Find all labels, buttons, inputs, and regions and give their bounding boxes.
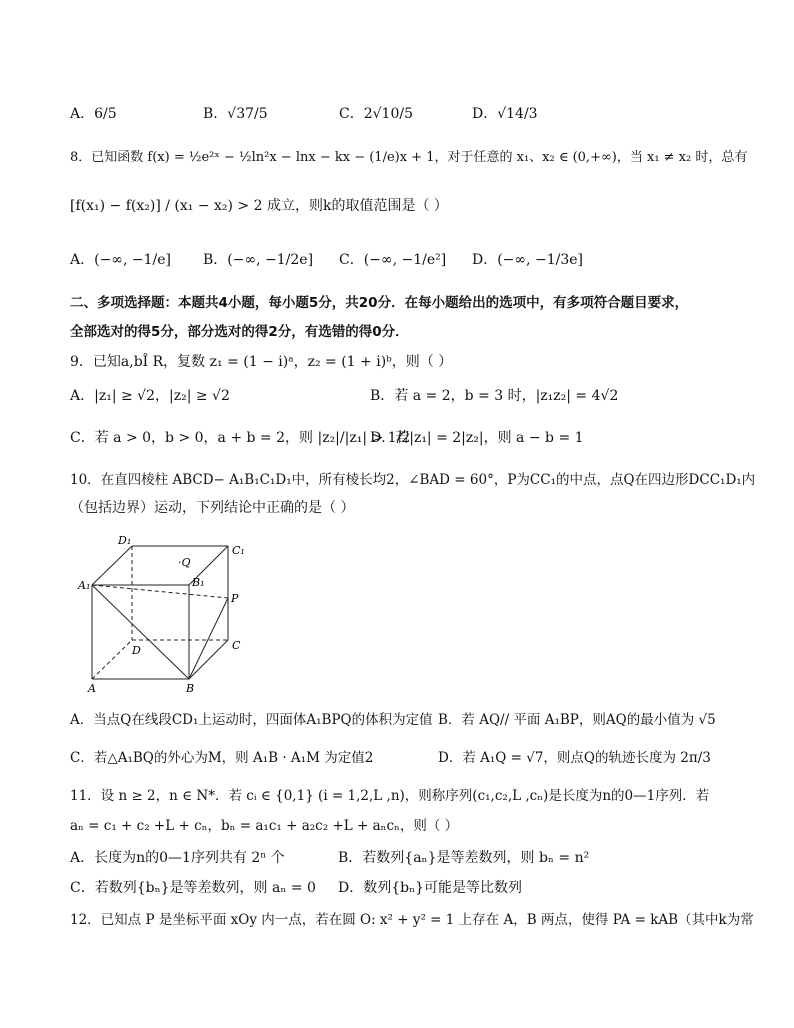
q11-option-c: C．若数列{bₙ}是等差数列，则 aₙ = 0 bbox=[70, 880, 316, 896]
q7-option-d: D．√14/3 bbox=[472, 106, 538, 122]
section2-heading-line1: 二、多项选择题：本题共4小题，每小题5分，共20分．在每小题给出的选项中，有多项符合题目要求， bbox=[70, 295, 689, 311]
section2-heading-line2: 全部选对的得5分，部分选对的得2分，有选错的得0分． bbox=[70, 324, 409, 340]
q8-option-a: A．(−∞, −1/e] bbox=[70, 252, 171, 268]
q9-option-b: B．若 a = 2，b = 3 时，|z₁z₂| = 4√2 bbox=[370, 388, 619, 404]
q9-option-a: A．|z₁| ≥ √2，|z₂| ≥ √2 bbox=[70, 388, 230, 404]
q8-stem-line1: 8．已知函数 f(x) = ½e²ˣ − ½ln²x − lnx − kx − (1/e)x + 1，对于任意的 x₁、x₂ ∈ (0,+∞)，当 x₁ ≠ x₂ 时，总有 bbox=[70, 150, 748, 165]
q10-option-c: C．若△A₁BQ的外心为M，则 A₁B · A₁M 为定值2 bbox=[70, 750, 374, 766]
label-q: ·Q bbox=[178, 556, 191, 569]
q8-option-d: D．(−∞, −1/3e] bbox=[472, 252, 583, 268]
label-b1: B₁ bbox=[192, 576, 205, 589]
q9-option-d: D．若|z₁| = 2|z₂|，则 a − b = 1 bbox=[370, 430, 584, 446]
q10-stem-line1: 10．在直四棱柱 ABCD− A₁B₁C₁D₁中，所有棱长均2，∠BAD = 60°，P为CC₁的中点，点Q在四边形DCC₁D₁内 bbox=[70, 472, 756, 488]
q12-stem-line1: 12．已知点 P 是坐标平面 xOy 内一点，若在圆 O: x² + y² = 1 上存在 A，B 两点，使得 PA = kAB（其中k为常 bbox=[70, 912, 754, 928]
q7-option-b: B．√37/5 bbox=[203, 106, 268, 122]
q10-stem-line2: （包括边界）运动，下列结论中正确的是（ ） bbox=[70, 500, 355, 516]
label-b: B bbox=[186, 682, 195, 695]
q8-stem-line2: [f(x₁) − f(x₂)] / (x₁ − x₂) > 2 成立，则k的取值范围是（ ） bbox=[70, 198, 448, 214]
q11-stem-line1: 11．设 n ≥ 2，n ∈ N*．若 cᵢ ∈ {0,1} (i = 1,2,L ,n)，则称序列(c₁,c₂,L ,cₙ)是长度为n的0—1序列．若 bbox=[70, 788, 710, 804]
q11-stem-line2: aₙ = c₁ + c₂ +L + cₙ，bₙ = a₁c₁ + a₂c₂ +L + aₙcₙ，则（ ） bbox=[70, 818, 459, 834]
label-a1: A₁ bbox=[78, 579, 91, 592]
label-a: A bbox=[88, 682, 96, 695]
segment-bp bbox=[189, 598, 228, 679]
edge-ad-hidden bbox=[92, 640, 132, 679]
q7-option-c: C．2√10/5 bbox=[339, 106, 413, 122]
label-c: C bbox=[232, 639, 241, 652]
label-p: P bbox=[231, 592, 239, 605]
q11-option-b: B．若数列{aₙ}是等差数列，则 bₙ = n² bbox=[338, 850, 590, 866]
q9-stem: 9．已知a,bÎ R，复数 z₁ = (1 − i)ᵃ，z₂ = (1 + i)ᵇ，则（ ） bbox=[70, 354, 453, 370]
edge-a1d1 bbox=[92, 546, 132, 585]
segment-a1p-hidden bbox=[92, 585, 228, 598]
edge-bc bbox=[189, 640, 228, 679]
segment-a1b bbox=[92, 585, 189, 679]
label-d: D bbox=[132, 644, 141, 657]
q11-option-a: A．长度为n的0—1序列共有 2ⁿ 个 bbox=[70, 850, 285, 866]
q9-option-c: C．若 a > 0，b > 0，a + b = 2，则 |z₂|/|z₁| > 1/2 bbox=[70, 430, 411, 446]
q8-option-c: C．(−∞, −1/e²] bbox=[339, 252, 447, 268]
q7-option-a: A．6/5 bbox=[70, 106, 117, 122]
q10-prism-figure bbox=[74, 532, 254, 697]
q8-option-b: B．(−∞, −1/2e] bbox=[203, 252, 314, 268]
label-c1: C₁ bbox=[232, 544, 245, 557]
q11-option-d: D．数列{bₙ}可能是等比数列 bbox=[338, 880, 523, 896]
q10-option-d: D．若 A₁Q = √7，则点Q的轨迹长度为 2π/3 bbox=[438, 750, 711, 766]
q10-option-b: B．若 AQ// 平面 A₁BP，则AQ的最小值为 √5 bbox=[438, 712, 716, 728]
label-d1: D₁ bbox=[118, 534, 132, 547]
q10-option-a: A．当点Q在线段CD₁上运动时，四面体A₁BPQ的体积为定值 bbox=[70, 712, 433, 728]
